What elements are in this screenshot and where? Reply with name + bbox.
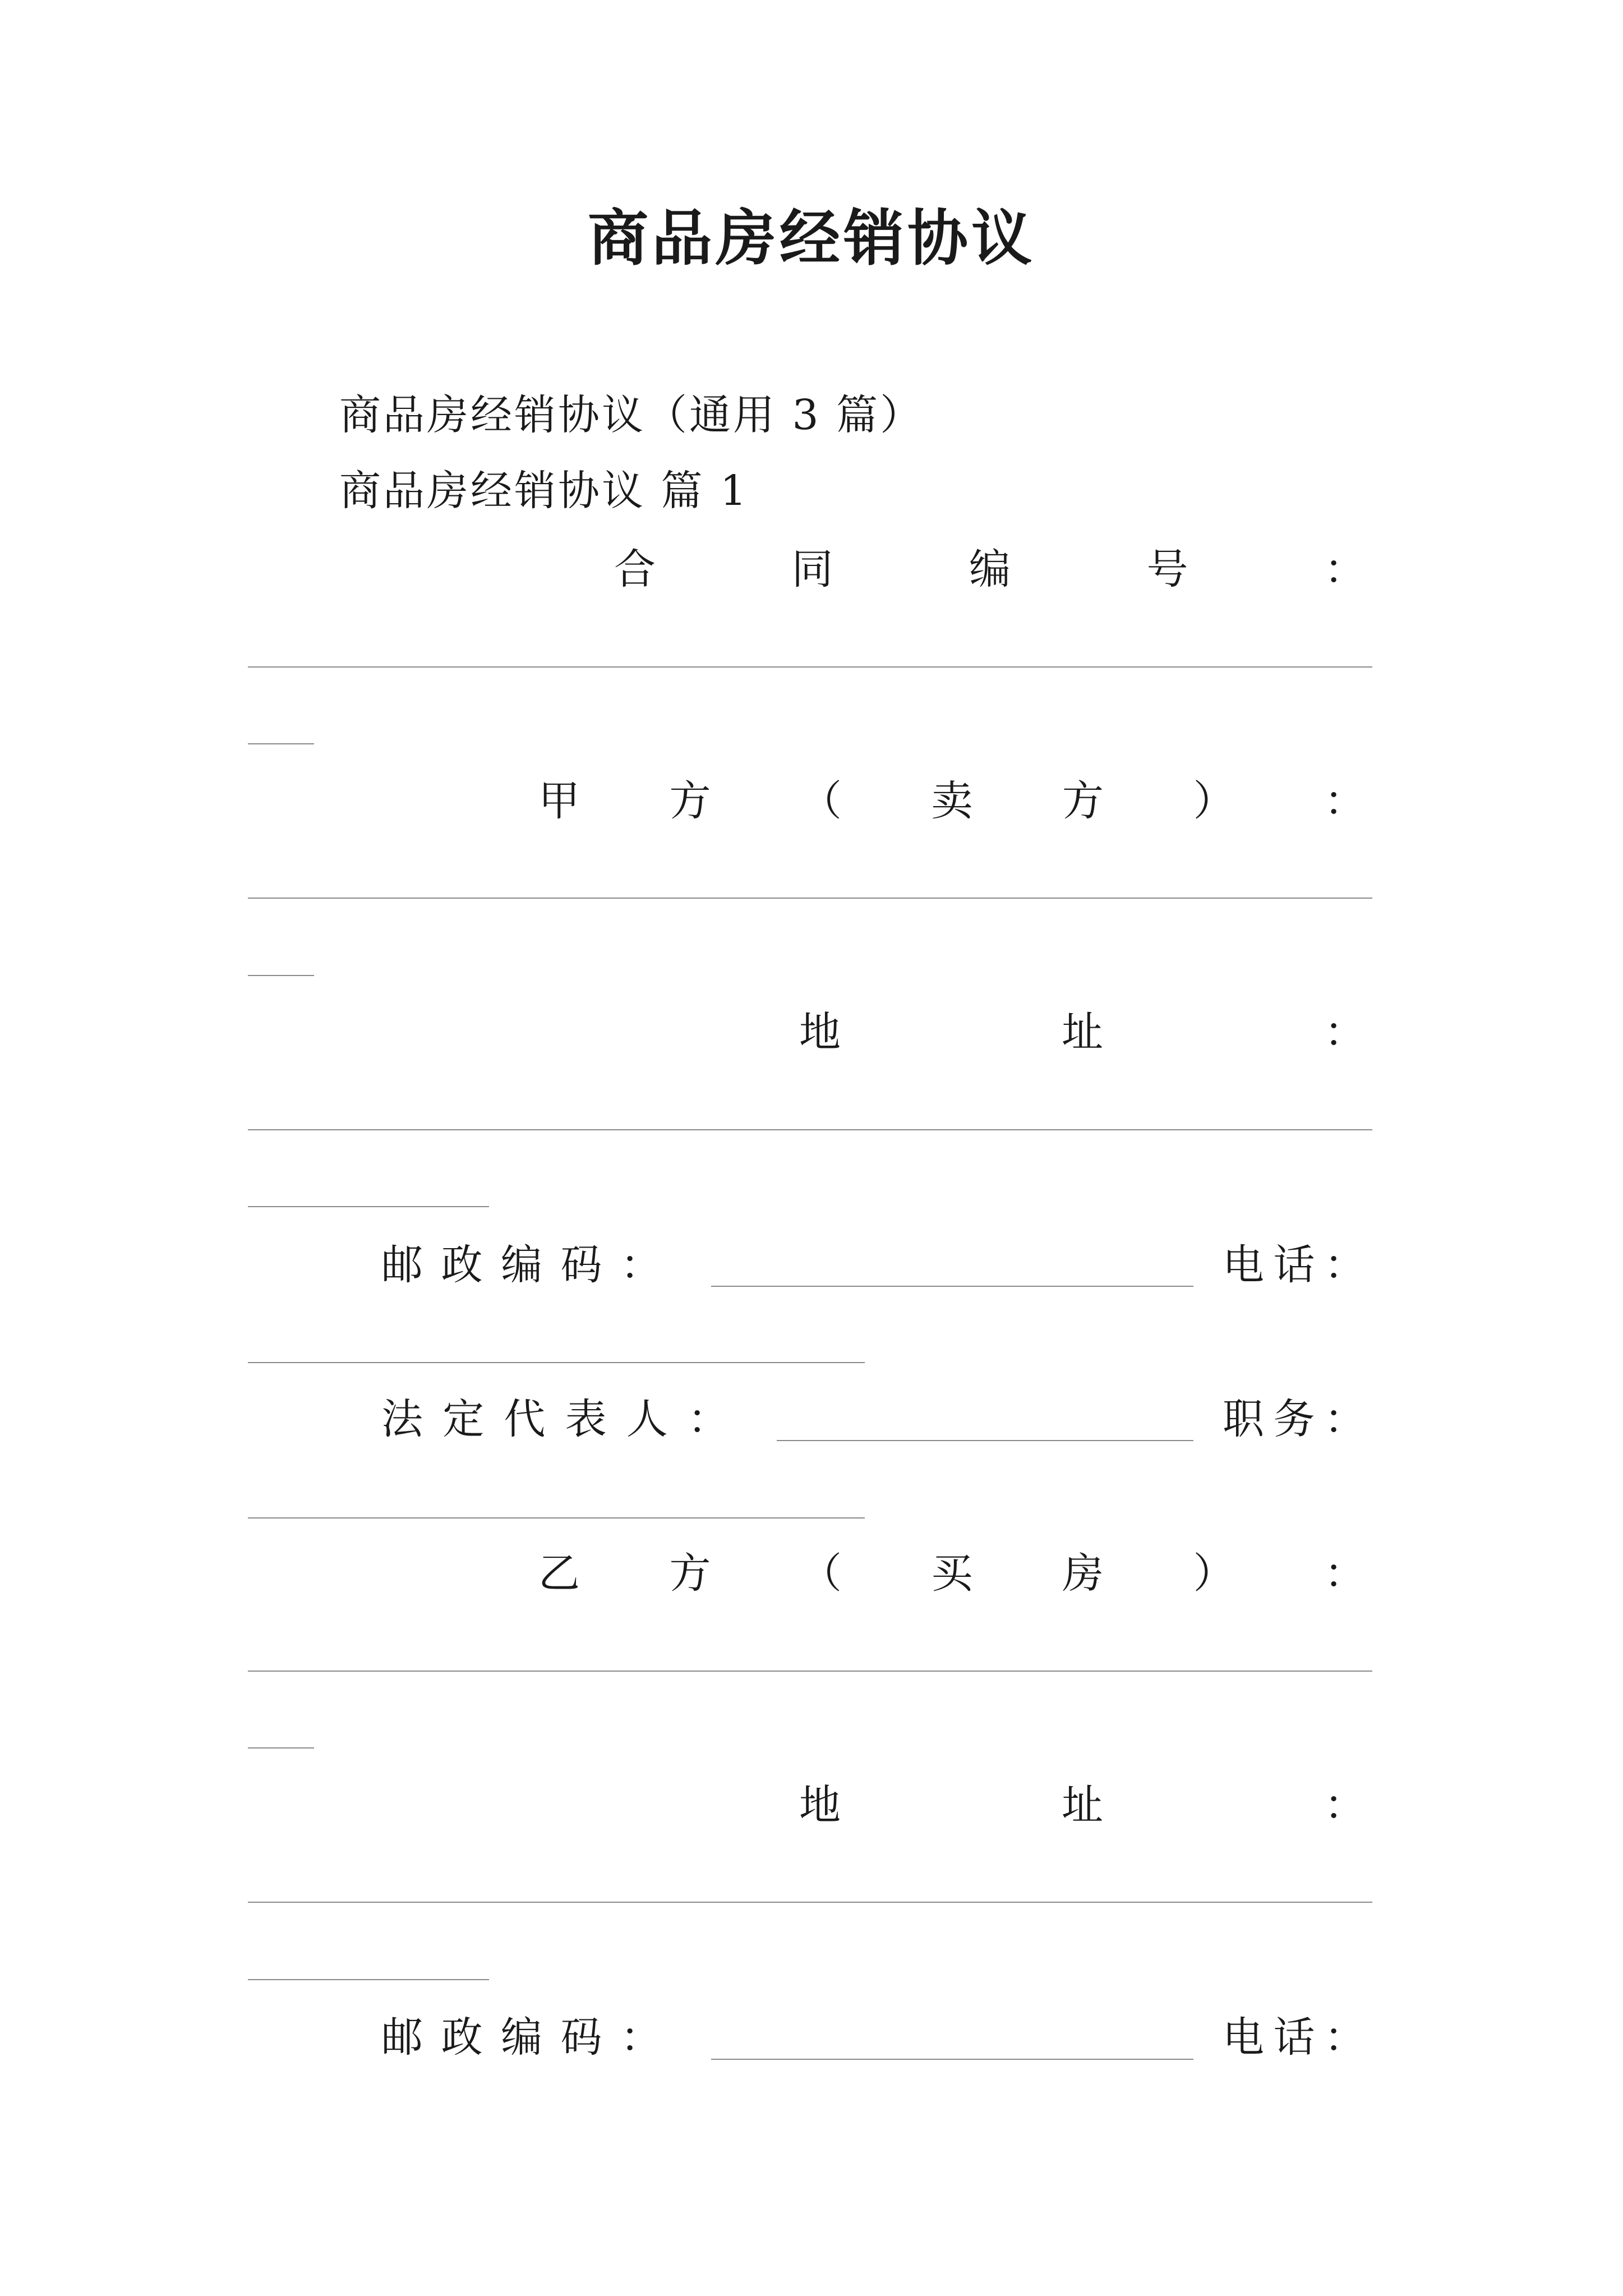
label-char: 编 bbox=[501, 2013, 542, 2062]
label-char: ） bbox=[1193, 777, 1235, 825]
position-blank-line[interactable] bbox=[248, 1517, 865, 1519]
label-char: ： bbox=[1324, 1241, 1366, 1289]
section-heading: 商品房经销协议 篇 1 bbox=[339, 467, 749, 515]
label-char: 定 bbox=[442, 1395, 485, 1443]
label-char: 务 bbox=[1273, 1395, 1315, 1443]
label-char: ： bbox=[1324, 545, 1366, 593]
label-char: 号 bbox=[1146, 545, 1188, 593]
label-char: ： bbox=[1324, 1781, 1366, 1829]
label-char: ： bbox=[1324, 777, 1366, 825]
party-a-postal-blank-line[interactable] bbox=[711, 1286, 1193, 1287]
label-char: ： bbox=[1324, 1008, 1366, 1056]
legal-rep-blank-line[interactable] bbox=[777, 1440, 1193, 1441]
label-char: 邮 bbox=[381, 1241, 423, 1289]
label-char: 方 bbox=[1062, 777, 1104, 825]
label-char: ） bbox=[1193, 1549, 1235, 1598]
subtitle: 商品房经销协议（通用 3 篇） bbox=[339, 391, 924, 439]
party-a-address-blank-line-end[interactable] bbox=[248, 1206, 489, 1207]
party-b-label bbox=[538, 1545, 1366, 1602]
party-a-blank-line[interactable] bbox=[248, 898, 1372, 899]
label-char: 职 bbox=[1223, 1395, 1264, 1443]
label-char: 方 bbox=[669, 777, 711, 825]
party-a-postal-label bbox=[381, 1237, 662, 1293]
party-b-blank-line[interactable] bbox=[248, 1671, 1372, 1672]
position-label bbox=[1223, 1391, 1366, 1447]
label-char: （ bbox=[800, 1549, 842, 1598]
label-char: 表 bbox=[565, 1395, 607, 1443]
party-b-address-label bbox=[799, 1777, 1366, 1833]
label-char: ： bbox=[1324, 1395, 1366, 1443]
label-char: ： bbox=[1324, 1549, 1366, 1598]
label-char: 甲 bbox=[538, 777, 580, 825]
label-char: 方 bbox=[669, 1549, 711, 1598]
party-a-phone-label bbox=[1223, 1237, 1366, 1293]
label-char: 编 bbox=[501, 1241, 542, 1289]
contract-number-label bbox=[614, 541, 1366, 597]
label-char: 址 bbox=[1062, 1781, 1103, 1829]
label-char: ： bbox=[1324, 2013, 1366, 2062]
label-char: 合 bbox=[614, 545, 656, 593]
label-char: 买 bbox=[931, 1549, 973, 1598]
party-b-postal-label bbox=[381, 2009, 662, 2065]
label-char: 乙 bbox=[538, 1549, 580, 1598]
party-b-postal-blank-line[interactable] bbox=[711, 2059, 1193, 2060]
party-a-phone-blank-line[interactable] bbox=[248, 1362, 865, 1363]
label-char: ： bbox=[620, 2013, 662, 2062]
contract-number-blank-line-end[interactable] bbox=[248, 743, 314, 744]
contract-number-blank-line[interactable] bbox=[248, 666, 1372, 668]
party-b-phone-label bbox=[1223, 2009, 1366, 2065]
party-a-address-label bbox=[799, 1004, 1366, 1060]
label-char: ： bbox=[620, 1241, 662, 1289]
label-char: （ bbox=[800, 777, 842, 825]
label-char: 码 bbox=[560, 2013, 602, 2062]
label-char: 编 bbox=[969, 545, 1011, 593]
label-char: 政 bbox=[441, 1241, 483, 1289]
label-char: 法 bbox=[381, 1395, 423, 1443]
label-char: 卖 bbox=[931, 777, 973, 825]
label-char: 话 bbox=[1273, 1241, 1315, 1289]
label-char: 人 bbox=[626, 1395, 668, 1443]
party-b-address-blank-line[interactable] bbox=[248, 1902, 1372, 1903]
party-a-blank-line-end[interactable] bbox=[248, 975, 314, 976]
document-title: 商品房经销协议 bbox=[587, 203, 1035, 274]
party-a-label bbox=[538, 773, 1366, 829]
label-char: 邮 bbox=[381, 2013, 423, 2062]
party-b-blank-line-end[interactable] bbox=[248, 1747, 314, 1749]
label-char: 地 bbox=[799, 1008, 841, 1056]
label-char: 电 bbox=[1223, 2013, 1264, 2062]
label-char: 政 bbox=[441, 2013, 483, 2062]
party-a-address-blank-line[interactable] bbox=[248, 1129, 1372, 1130]
label-char: 电 bbox=[1223, 1241, 1264, 1289]
label-char: 址 bbox=[1062, 1008, 1103, 1056]
label-char: 地 bbox=[799, 1781, 841, 1829]
label-char: 话 bbox=[1273, 2013, 1315, 2062]
party-b-address-blank-line-end[interactable] bbox=[248, 1979, 489, 1980]
label-char: 同 bbox=[791, 545, 833, 593]
legal-rep-label bbox=[381, 1391, 729, 1447]
label-char: ： bbox=[687, 1395, 729, 1443]
label-char: 房 bbox=[1062, 1549, 1104, 1598]
label-char: 码 bbox=[560, 1241, 602, 1289]
label-char: 代 bbox=[504, 1395, 546, 1443]
